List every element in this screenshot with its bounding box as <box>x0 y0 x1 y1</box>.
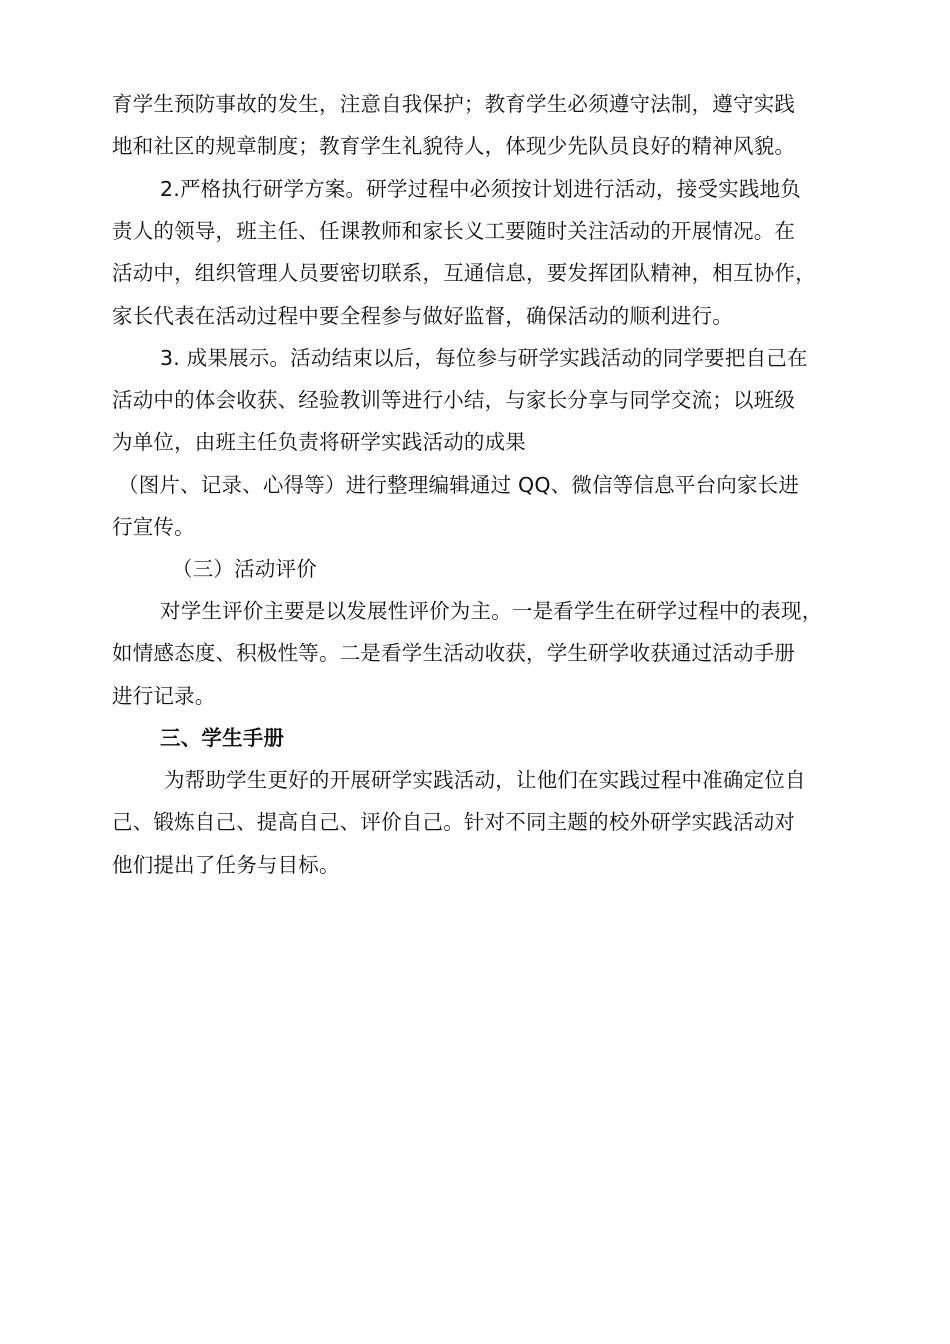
text-line: 他们提出了任务与目标。 <box>112 853 340 877</box>
text-line: 2.严格执行研学方案。研学过程中必须按计划进行活动，接受实践地负 <box>160 177 801 201</box>
text-line: 进行记录。 <box>112 684 216 708</box>
text-line: 3. 成果展示。活动结束以后，每位参与研学实践活动的同学要把自己在 <box>160 346 808 370</box>
text-line: 责人的领导，班主任、任课教师和家长义工要随时关注活动的开展情况。在 <box>112 219 796 243</box>
text-line: （图片、记录、心得等）进行整理编辑通过 QQ、微信等信息平台向家长进 <box>118 473 800 497</box>
text-line: 为帮助学生更好的开展研学实践活动，让他们在实践过程中准确定位自 <box>164 768 806 792</box>
chapter-heading: 三、学生手册 <box>160 726 285 750</box>
text-line: 行宣传。 <box>112 515 195 539</box>
section-heading: （三）活动评价 <box>172 557 317 581</box>
text-line: 对学生评价主要是以发展性评价为主。一是看学生在研学过程中的表现， <box>160 599 823 623</box>
text-line: 活动中，组织管理人员要密切联系，互通信息，要发挥团队精神，相互协作， <box>112 261 816 285</box>
text-line: 活动中的体会收获、经验教训等进行小结，与家长分享与同学交流；以班级 <box>112 388 796 412</box>
text-line: 育学生预防事故的发生，注意自我保护；教育学生必须遵守法制，遵守实践 <box>112 92 796 116</box>
text-line: 地和社区的规章制度；教育学生礼貌待人，体现少先队员良好的精神风貌。 <box>112 134 796 158</box>
text-line: 如情感态度、积极性等。二是看学生活动收获，学生研学收获通过活动手册 <box>112 641 796 665</box>
text-line: 己、锻炼自己、提高自己、评价自己。针对不同主题的校外研学实践活动对 <box>112 810 796 834</box>
text-line: 为单位，由班主任负责将研学实践活动的成果 <box>112 430 526 454</box>
text-line: 家长代表在活动过程中要全程参与做好监督，确保活动的顺利进行。 <box>112 304 733 328</box>
